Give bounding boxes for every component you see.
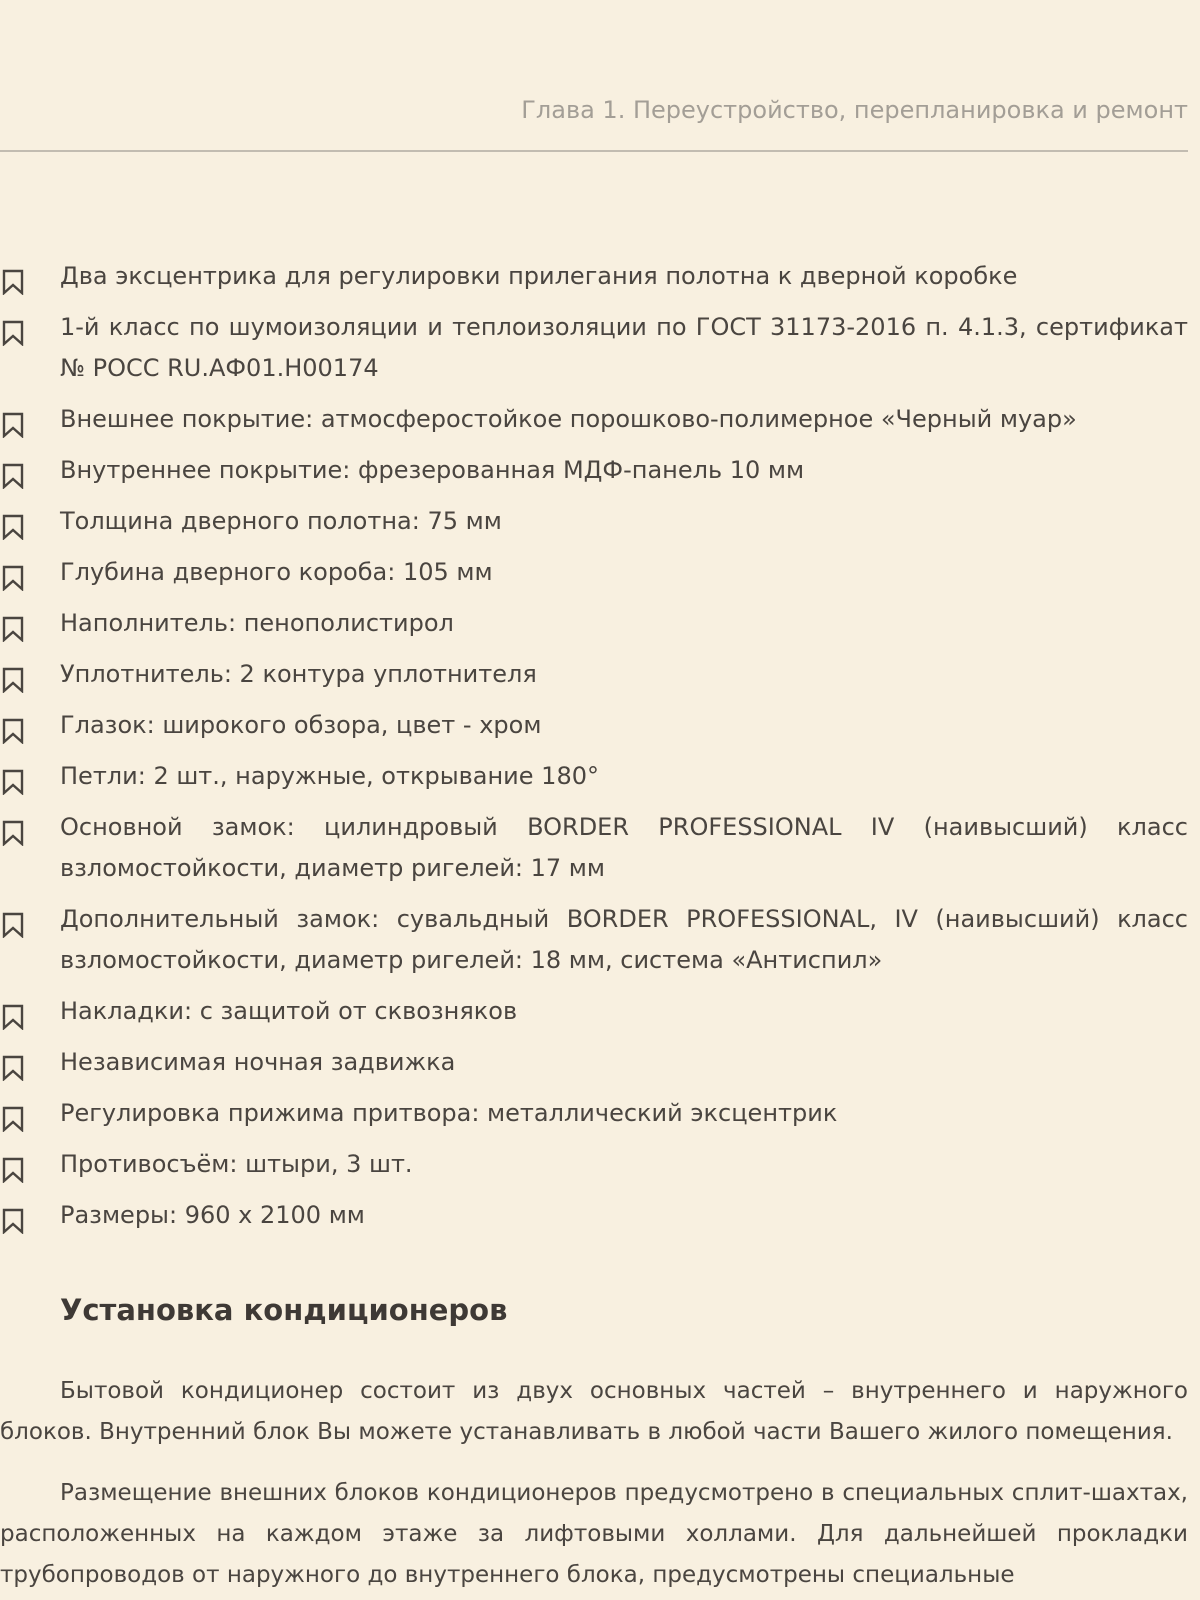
list-item — [0, 756, 1188, 797]
bookmark-icon — [2, 463, 24, 489]
list-item-text: Накладки: с защитой от сквозняков — [60, 997, 518, 1025]
bookmark-icon — [2, 616, 24, 642]
bookmark-icon — [2, 565, 24, 591]
spec-list — [0, 256, 1188, 1246]
list-item-text: Глубина дверного короба: 105 мм — [60, 558, 493, 586]
list-item-text: Дополнительный замок: сувальдный BORDER PROFESSIONAL, IV (наивысший) класс взломостойкости, диаметр ригелей: 18 мм, система «Антиспил» — [60, 905, 1188, 974]
list-item-text: Петли: 2 шт., наружные, открывание 180° — [60, 762, 599, 790]
list-item — [0, 1093, 1188, 1134]
bookmark-icon — [2, 269, 24, 295]
list-item-text: 1-й класс по шумоизоляции и теплоизоляции по ГОСТ 31173-2016 п. 4.1.3, сертификат № РОСС RU.АФ01.Н00174 — [60, 313, 1188, 382]
bookmark-icon — [2, 320, 24, 346]
list-item-text: Регулировка прижима притвора: металлический эксцентрик — [60, 1099, 838, 1127]
list-item-text: Наполнитель: пенополистирол — [60, 609, 454, 637]
list-item — [0, 501, 1188, 542]
list-item — [0, 1144, 1188, 1185]
list-item-text: Размеры: 960 x 2100 мм — [60, 1201, 365, 1229]
list-item-text: Независимая ночная задвижка — [60, 1048, 456, 1076]
list-item-text: Глазок: широкого обзора, цвет - хром — [60, 711, 542, 739]
list-item — [0, 450, 1188, 491]
bookmark-icon — [2, 1208, 24, 1234]
bookmark-icon — [2, 1004, 24, 1030]
list-item-text: Внутреннее покрытие: фрезерованная МДФ-панель 10 мм — [60, 456, 805, 484]
bookmark-icon — [2, 1157, 24, 1183]
bookmark-icon — [2, 912, 24, 938]
list-item — [0, 654, 1188, 695]
list-item-text: Внешнее покрытие: атмосферостойкое порошково-полимерное «Черный муар» — [60, 405, 1077, 433]
bookmark-icon — [2, 667, 24, 693]
header-divider — [0, 150, 1188, 152]
body-paragraph: Бытовой кондиционер состоит из двух основных частей – внутреннего и наружного блоков. Внутренний блок Вы можете устанавливать в любой части Вашего жилого помещения. — [0, 1378, 1188, 1445]
list-item — [0, 1195, 1188, 1236]
list-item — [0, 899, 1188, 981]
bookmark-icon — [2, 718, 24, 744]
running-header: Глава 1. Переустройство, перепланировка и ремонт — [521, 96, 1188, 124]
list-item-text: Уплотнитель: 2 контура уплотнителя — [60, 660, 537, 688]
bookmark-icon — [2, 820, 24, 846]
bookmark-icon — [2, 1055, 24, 1081]
body-paragraph: Размещение внешних блоков кондиционеров предусмотрено в специальных сплит-шахтах, расположенных на каждом этаже за лифтовыми холлами. Для дальнейшей прокладки трубопроводов от наружного до внутреннего блока, предусмотрены специальные — [0, 1480, 1188, 1588]
list-item — [0, 705, 1188, 746]
bookmark-icon — [2, 1106, 24, 1132]
bookmark-icon — [2, 412, 24, 438]
list-item — [0, 307, 1188, 389]
list-item-text: Основной замок: цилиндровый BORDER PROFESSIONAL IV (наивысший) класс взломостойкости, диаметр ригелей: 17 мм — [60, 813, 1188, 882]
list-item-text: Толщина дверного полотна: 75 мм — [60, 507, 502, 535]
list-item — [0, 807, 1188, 889]
bookmark-icon — [2, 769, 24, 795]
list-item — [0, 1042, 1188, 1083]
list-item — [0, 991, 1188, 1032]
section-heading: Установка кондиционеров — [60, 1293, 508, 1327]
bookmark-icon — [2, 514, 24, 540]
list-item-text: Противосъём: штыри, 3 шт. — [60, 1150, 413, 1178]
list-item — [0, 399, 1188, 440]
list-item-text: Два эксцентрика для регулировки прилегания полотна к дверной коробке — [60, 262, 1018, 290]
list-item — [0, 603, 1188, 644]
list-item — [0, 552, 1188, 593]
list-item — [0, 256, 1188, 297]
